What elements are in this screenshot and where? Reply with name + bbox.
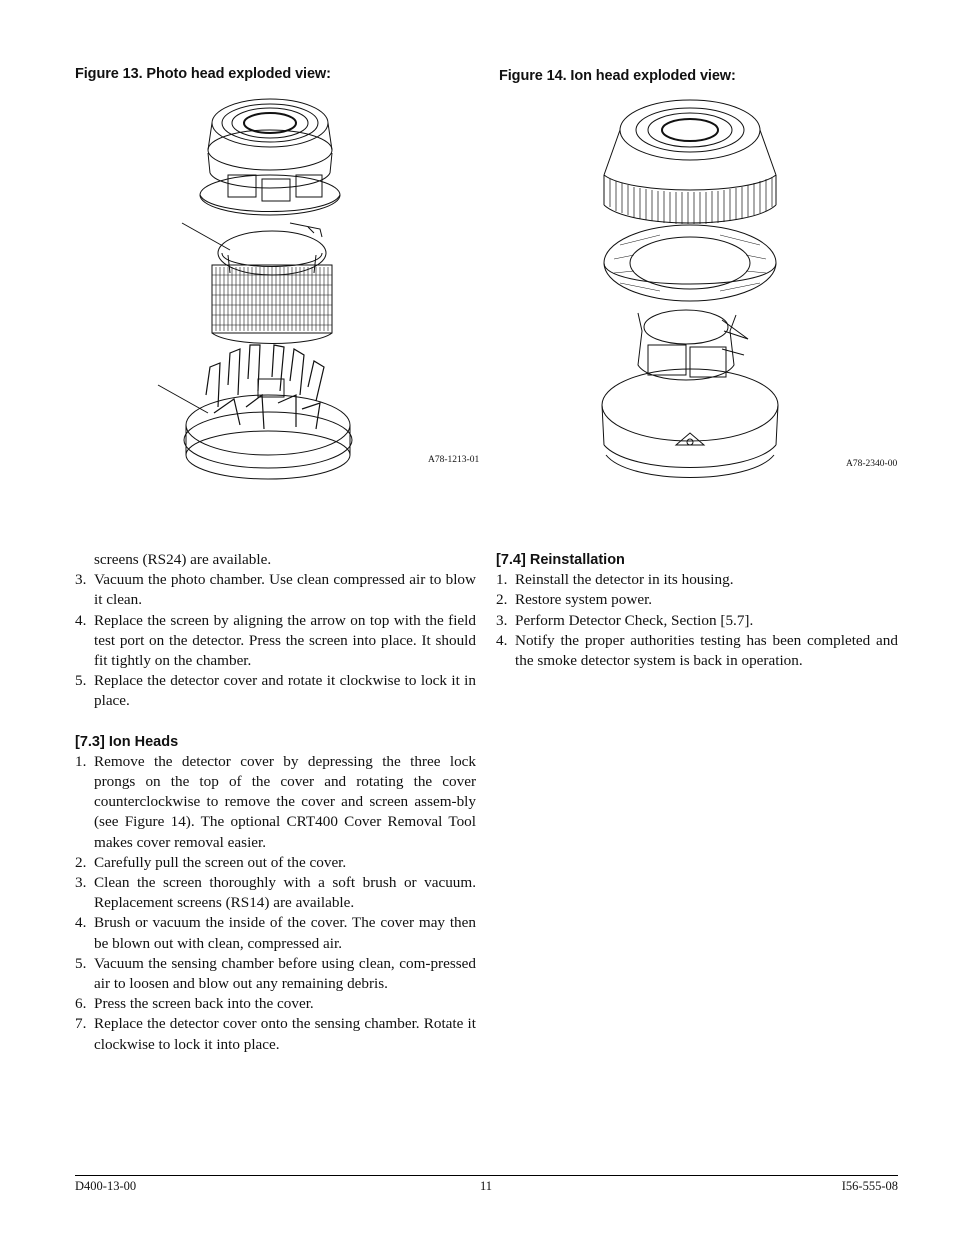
- footer-divider: [75, 1175, 898, 1176]
- list-item: 2. Carefully pull the screen out of the cover.: [75, 853, 347, 871]
- list-item: 4. Brush or vacuum the inside of the cover. The cover may then be blown out with clean, compressed air.: [75, 914, 476, 952]
- ion-heads-steps: [75, 752, 476, 1055]
- list-item: 5. Vacuum the sensing chamber before using clean, com-pressed air to loosen and blow out any remaining debris.: [75, 954, 476, 993]
- footer-page-number: 11: [480, 1179, 493, 1193]
- right-text-column: [496, 550, 898, 671]
- list-item: 3. Perform Detector Check, Section [5.7].: [496, 611, 754, 629]
- reinstallation-steps: [496, 570, 898, 671]
- list-item: 2. Restore system power.: [496, 591, 653, 609]
- continuation-text: screens (RS24) are available.: [94, 551, 272, 568]
- list-item: 5. Replace the detector cover and rotate it clockwise to lock it in place.: [75, 672, 476, 710]
- photo-cleaning-steps: [75, 570, 476, 711]
- list-item: 1. Remove the detector cover by depressing the three lock prongs on the top of the cover and rotating the cover counterclockwise to remove the cover and screen assem-bly (see Figure 14). The optional CRT400 Cover Removal Tool makes cover removal easier.: [75, 752, 476, 851]
- figure-13-code: A78-1213-01: [428, 455, 480, 465]
- reinstallation-heading: [7.4] Reinstallation: [496, 552, 625, 568]
- figure-13-caption: Figure 13. Photo head exploded view:: [75, 66, 331, 82]
- list-item: 7. Replace the detector cover onto the sensing chamber. Rotate it clockwise to lock it into place.: [75, 1015, 476, 1053]
- list-item: 6. Press the screen back into the cover.: [75, 995, 314, 1013]
- left-text-column: [75, 550, 476, 1055]
- list-item: 3. Clean the screen thoroughly with a soft brush or vacuum. Replacement screens (RS14) are available.: [75, 874, 476, 912]
- figure-14-code: A78-2340-00: [846, 459, 898, 469]
- ion-heads-heading: [7.3] Ion Heads: [75, 733, 179, 750]
- list-item: 4. Replace the screen by aligning the arrow on top with the field test port on the detector. Press the screen into place. It should fit tightly on the chamber.: [75, 611, 476, 670]
- figure-14-ion-head-illustration: [590, 95, 800, 485]
- list-item: 4. Notify the proper authorities testing has been completed and the smoke detector system is back in operation.: [496, 631, 898, 670]
- footer-document-number: D400-13-00: [75, 1179, 137, 1193]
- figure-13-photo-head-illustration: [150, 95, 480, 485]
- footer-form-number: I56-555-08: [841, 1179, 898, 1193]
- figure-14-caption: Figure 14. Ion head exploded view:: [499, 68, 736, 84]
- list-item: 1. Reinstall the detector in its housing.: [496, 571, 734, 589]
- list-item: 3. Vacuum the photo chamber. Use clean compressed air to blow it clean.: [75, 571, 476, 609]
